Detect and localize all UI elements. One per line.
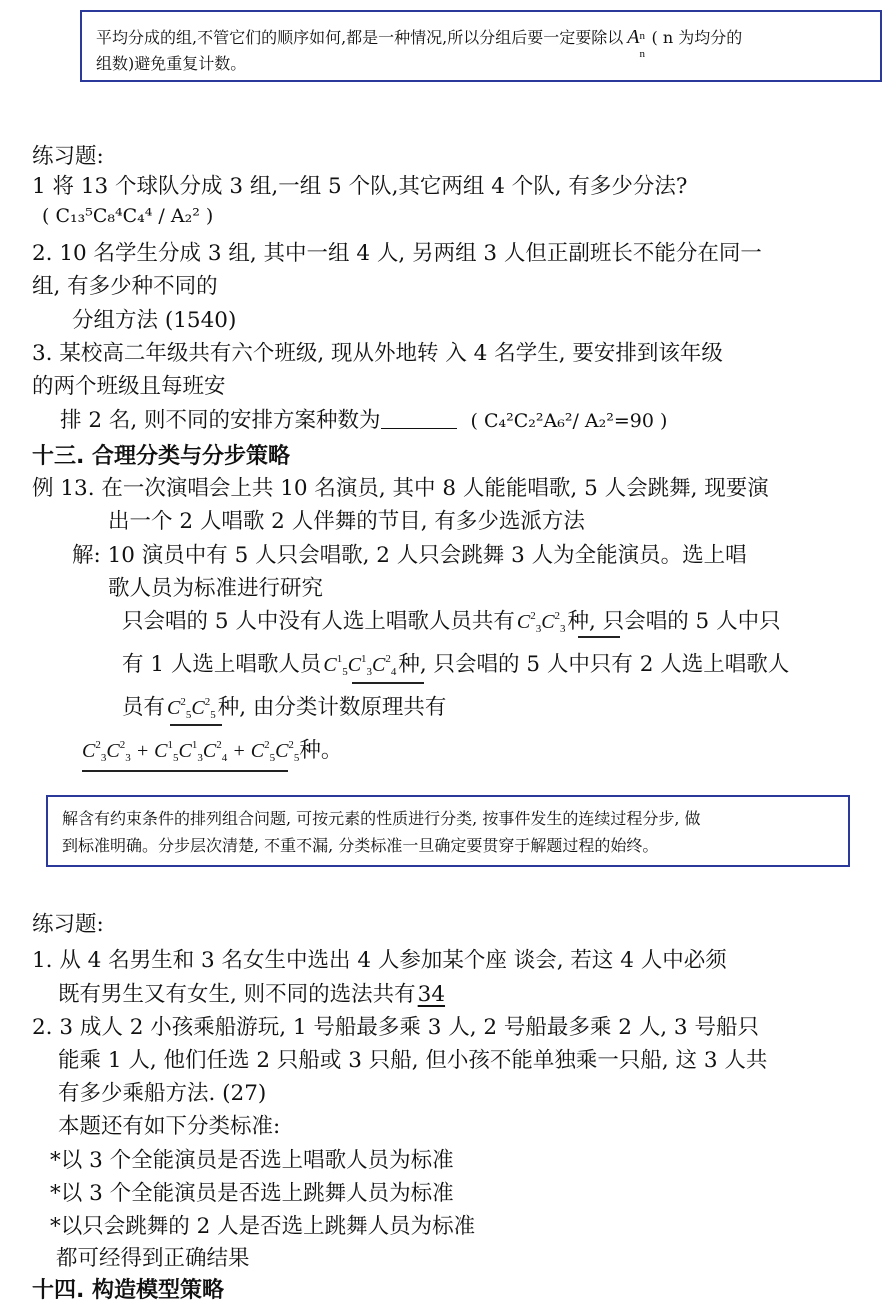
formula-c3c3: $C^2_3C^2_3$ (516, 610, 566, 635)
formula-underline-4 (82, 770, 288, 772)
practice2-q1-line1: 1. 从 4 名男生和 3 名女生中选出 4 人参加某个座 谈会, 若这 4 人中必须 (32, 948, 727, 973)
solution-line1: 解: 10 演员中有 5 人只会唱歌, 2 人只会跳舞 3 人为全能演员。选上唱 (72, 543, 747, 568)
note-box-2-line-1: 解含有约束条件的排列组合问题, 可按元素的性质进行分类, 按事件发生的连续过程分步, 做 (62, 809, 701, 828)
note-box-1-line-2: 组数)避免重复计数。 (96, 54, 247, 73)
formula-underline-1 (578, 636, 620, 638)
classification-note: 本题还有如下分类标准: (58, 1114, 281, 1139)
classification-std-2: *以 3 个全能演员是否选上跳舞人员为标准 (50, 1181, 454, 1206)
answer-34: 34 (417, 982, 446, 1007)
practice2-q2-line2: 能乘 1 人, 他们任选 2 只船或 3 只船, 但小孩不能单独乘一只船, 这 3 人共 (58, 1048, 768, 1073)
solution-line2: 歌人员为标准进行研究 (108, 576, 324, 601)
practice1-q1-answer: ( C₁₃⁵C₈⁴C₄⁴ / A₂² ) (42, 205, 214, 227)
practice1-q1: 1 将 13 个球队分成 3 组,一组 5 个队,其它两组 4 个队, 有多少分法? (32, 174, 688, 199)
practice1-q3-line2: 的两个班级且每班安 (32, 374, 226, 399)
solution-line3: 只会唱的 5 人中没有人选上唱歌人员共有 $C^2_3C^2_3$种, 只会唱的 5 人中只 (122, 609, 781, 635)
note-box-2-line-2: 到标准明确。分步层次清楚, 不重不漏, 分类标准一旦确定要贯穿于解题过程的始终。 (62, 836, 659, 855)
formula-total: $C^2_3C^2_3 + C^1_5C^1_3C^2_4 + C^2_5C^2_5$ (82, 739, 300, 764)
practice1-q2-line3: 分组方法 (1540) (72, 308, 237, 333)
note-box-2 (46, 795, 850, 867)
section-13-title: 十三. 合理分类与分步策略 (32, 444, 291, 469)
practice2-q2-line3: 有多少乘船方法. (27) (58, 1081, 267, 1106)
formula-underline-3 (170, 724, 222, 726)
example-13-line1: 例 13. 在一次演唱会上共 10 名演员, 其中 8 人能能唱歌, 5 人会跳舞, 现要演 (32, 476, 769, 501)
example-13-line2: 出一个 2 人唱歌 2 人伴舞的节目, 有多少选派方法 (108, 509, 585, 534)
note-box-1-line-1: 平均分成的组,不管它们的顺序如何,都是一种情况,所以分组后要一定要除以 A n n ( n 为均分的 (96, 26, 743, 60)
practice2-q1-line2: 既有男生又有女生, 则不同的选法共有34 (58, 984, 451, 1006)
practice2-q2-line1: 2. 3 成人 2 小孩乘船游玩, 1 号船最多乘 3 人, 2 号船最多乘 2 人, 3 号船只 (32, 1015, 759, 1040)
section-14-title: 十四. 构造模型策略 (32, 1278, 225, 1303)
practice1-q3-line3: 排 2 名, 则不同的安排方案种数为 ( C₄²C₂²A₆²/ A₂²=90 ) (60, 408, 668, 433)
solution-line6: $C^2_3C^2_3 + C^1_5C^1_3C^2_4 + C^2_5C^2_5$种。 (82, 738, 343, 764)
practice1-q2-line1: 2. 10 名学生分成 3 组, 其中一组 4 人, 另两组 3 人但正副班长不能分在同一 (32, 241, 762, 266)
solution-line4: 有 1 人选上唱歌人员 $C^1_5C^1_3C^2_4$种, 只会唱的 5 人中只有 2 人选上唱歌人 (122, 652, 790, 678)
classification-std-1: *以 3 个全能演员是否选上唱歌人员为标准 (50, 1148, 454, 1173)
answer-blank (381, 410, 457, 429)
formula-underline-2 (352, 682, 424, 684)
solution-line5: 员有 $C^2_5C^2_5$种, 由分类计数原理共有 (122, 695, 447, 721)
practice-heading-1: 练习题: (32, 144, 104, 169)
formula-c5c3c4: $C^1_5C^1_3C^2_4$ (323, 653, 397, 678)
permutation-symbol: A n n (627, 26, 645, 60)
practice-heading-2: 练习题: (32, 912, 104, 937)
classification-conclusion: 都可经得到正确结果 (56, 1246, 250, 1271)
formula-c5c5: $C^2_5C^2_5$ (167, 696, 216, 721)
classification-std-3: *以只会跳舞的 2 人是否选上跳舞人员为标准 (50, 1214, 476, 1239)
practice1-q2-line2: 组, 有多少种不同的 (32, 274, 218, 299)
practice1-q3-line1: 3. 某校高二年级共有六个班级, 现从外地转 入 4 名学生, 要安排到该年级 (32, 341, 723, 366)
